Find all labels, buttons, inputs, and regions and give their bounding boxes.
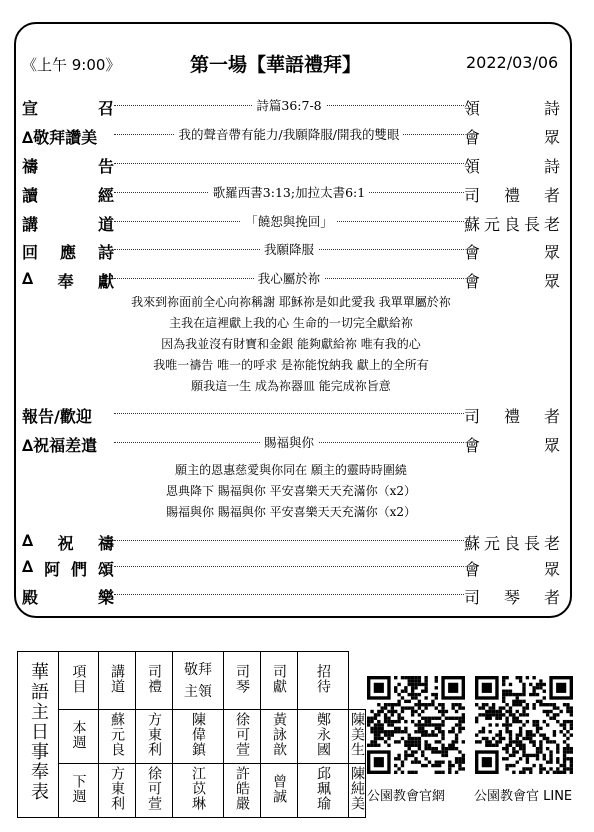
order-item-label: 禱 告 bbox=[22, 157, 114, 176]
roster-cell: 江苡琳 bbox=[173, 764, 224, 818]
order-item-content: 賜福與你 bbox=[260, 435, 318, 450]
order-row bbox=[22, 211, 560, 233]
order-item-content: 我心屬於祢 bbox=[254, 271, 325, 286]
line-qr-code[interactable] bbox=[475, 676, 573, 774]
order-row bbox=[22, 124, 560, 146]
order-item-label: 講 道 bbox=[22, 215, 114, 234]
lyric-line: 恩典降下 賜福與你 平安喜樂天天充滿你（x2） bbox=[165, 484, 417, 498]
duty-roster-table bbox=[17, 651, 366, 818]
dotted-leader bbox=[114, 594, 464, 595]
lyric-line: 主我在這裡獻上我的心 生命的一切完全獻給祢 bbox=[169, 316, 413, 330]
service-time: 《上午 9:00》 bbox=[22, 56, 121, 74]
order-item-label: 回 應 詩 bbox=[22, 243, 114, 262]
order-item-content: 詩篇36:7-8 bbox=[252, 98, 325, 113]
line-qr-caption: 公園教會官 LINE bbox=[474, 789, 573, 804]
order-row bbox=[22, 403, 560, 425]
header-cell: 司獻 bbox=[261, 652, 298, 710]
lyric-line: 我唯一禱告 唯一的呼求 是祢能悅納我 獻上的全所有 bbox=[153, 358, 429, 372]
website-qr-code[interactable] bbox=[367, 676, 465, 774]
website-qr-caption: 公園教會官網 bbox=[367, 789, 446, 804]
roster-cell: 蘇元良 bbox=[99, 710, 136, 764]
order-item-label: ∆ 祝 禱 bbox=[22, 531, 114, 553]
lyric-line: 因為我並沒有財寶和金銀 能夠獻給祢 唯有我的心 bbox=[161, 337, 421, 351]
order-item-label: ∆敬拜讚美 bbox=[22, 128, 98, 147]
order-item-leader: 司 琴 者 bbox=[464, 588, 560, 607]
roster-cell: 許皓嚴 bbox=[224, 764, 261, 818]
lyric-line: 賜福與你 賜福與你 平安喜樂天天充滿你（x2） bbox=[165, 505, 417, 519]
bulletin-header bbox=[0, 50, 594, 78]
dotted-leader bbox=[114, 163, 464, 164]
order-item-leader: 會 眾 bbox=[464, 436, 560, 455]
roster-cell: 鄭永國 bbox=[298, 710, 349, 764]
roster-title: 華語主日事奉表 bbox=[18, 652, 59, 818]
lyric-line: 願主的恩惠慈愛與你同在 願主的靈時時圍繞 bbox=[175, 463, 407, 477]
order-item-leader: 領 詩 bbox=[464, 99, 560, 118]
next-week-row bbox=[18, 764, 366, 818]
order-row bbox=[22, 556, 560, 578]
order-item-leader: 會 眾 bbox=[464, 560, 560, 579]
order-item-leader: 蘇 元 良 長 老 bbox=[464, 534, 560, 553]
order-item-content: 「饒恕與挽回」 bbox=[241, 214, 337, 229]
header-cell: 敬拜 主領 bbox=[173, 652, 224, 710]
blessing-lyrics bbox=[22, 460, 560, 523]
roster-cell: 下週 bbox=[59, 764, 99, 818]
order-row bbox=[22, 95, 560, 117]
order-item-label: 報告/歡迎 bbox=[22, 407, 92, 426]
roster-cell: 黃詠歆 bbox=[261, 710, 298, 764]
order-item-leader: 會 眾 bbox=[464, 128, 560, 147]
roster-cell: 陳純美 bbox=[349, 764, 366, 818]
order-row bbox=[22, 432, 560, 454]
order-item-leader: 領 詩 bbox=[464, 157, 560, 176]
roster-cell: 陳偉鎮 bbox=[173, 710, 224, 764]
dotted-leader bbox=[114, 540, 464, 541]
order-item-label: 殿 樂 bbox=[22, 588, 114, 607]
service-title: 第一場【華語禮拜】 bbox=[190, 54, 362, 76]
lyric-line: 我來到祢面前全心向祢稱謝 耶穌祢是如此愛我 我單單屬於祢 bbox=[131, 295, 451, 309]
header-cell: 講道 bbox=[99, 652, 136, 710]
order-item-label: ∆ 奉 獻 bbox=[22, 269, 114, 291]
order-item-leader: 司 禮 者 bbox=[464, 407, 560, 426]
order-item-leader: 蘇 元 良 長 老 bbox=[464, 215, 560, 234]
dotted-leader bbox=[114, 413, 464, 414]
order-item-label: 讀 經 bbox=[22, 186, 114, 205]
order-item-leader: 會 眾 bbox=[464, 272, 560, 291]
service-date: 2022/03/06 bbox=[466, 53, 559, 72]
order-row bbox=[22, 153, 560, 175]
lyric-line: 願我這一生 成為祢器皿 能完成祢旨意 bbox=[191, 379, 391, 393]
roster-cell: 陳美生 bbox=[349, 710, 366, 764]
order-item-content: 我的聲音帶有能力/我願降服/開我的雙眼 bbox=[175, 127, 404, 142]
order-item-content: 我願降服 bbox=[260, 242, 318, 257]
order-item-content: 歌羅西書3:13;加拉太書6:1 bbox=[209, 185, 369, 200]
order-item-leader: 司 禮 者 bbox=[464, 186, 560, 205]
order-item-label: 宣 召 bbox=[22, 99, 114, 118]
this-week-row bbox=[18, 710, 366, 764]
header-cell: 司禮 bbox=[136, 652, 173, 710]
order-item-label: ∆祝福差遣 bbox=[22, 436, 98, 455]
roster-cell: 徐可萱 bbox=[136, 764, 173, 818]
roster-cell: 方東利 bbox=[136, 710, 173, 764]
dotted-leader bbox=[114, 566, 464, 567]
roster-cell: 曾誠 bbox=[261, 764, 298, 818]
header-cell: 項目 bbox=[59, 652, 99, 710]
roster-cell: 徐可萱 bbox=[224, 710, 261, 764]
order-row bbox=[22, 182, 560, 204]
header-cell: 司琴 bbox=[224, 652, 261, 710]
order-item-leader: 會 眾 bbox=[464, 243, 560, 262]
roster-cell: 本週 bbox=[59, 710, 99, 764]
order-row bbox=[22, 530, 560, 552]
order-item-label: ∆ 阿 們 頌 bbox=[22, 557, 114, 579]
order-row bbox=[22, 584, 560, 606]
order-row bbox=[22, 268, 560, 290]
header-cell: 招待 bbox=[298, 652, 349, 710]
order-row bbox=[22, 239, 560, 261]
roster-cell: 邱珮瑜 bbox=[298, 764, 349, 818]
roster-cell: 方東利 bbox=[99, 764, 136, 818]
offering-lyrics bbox=[22, 292, 560, 397]
